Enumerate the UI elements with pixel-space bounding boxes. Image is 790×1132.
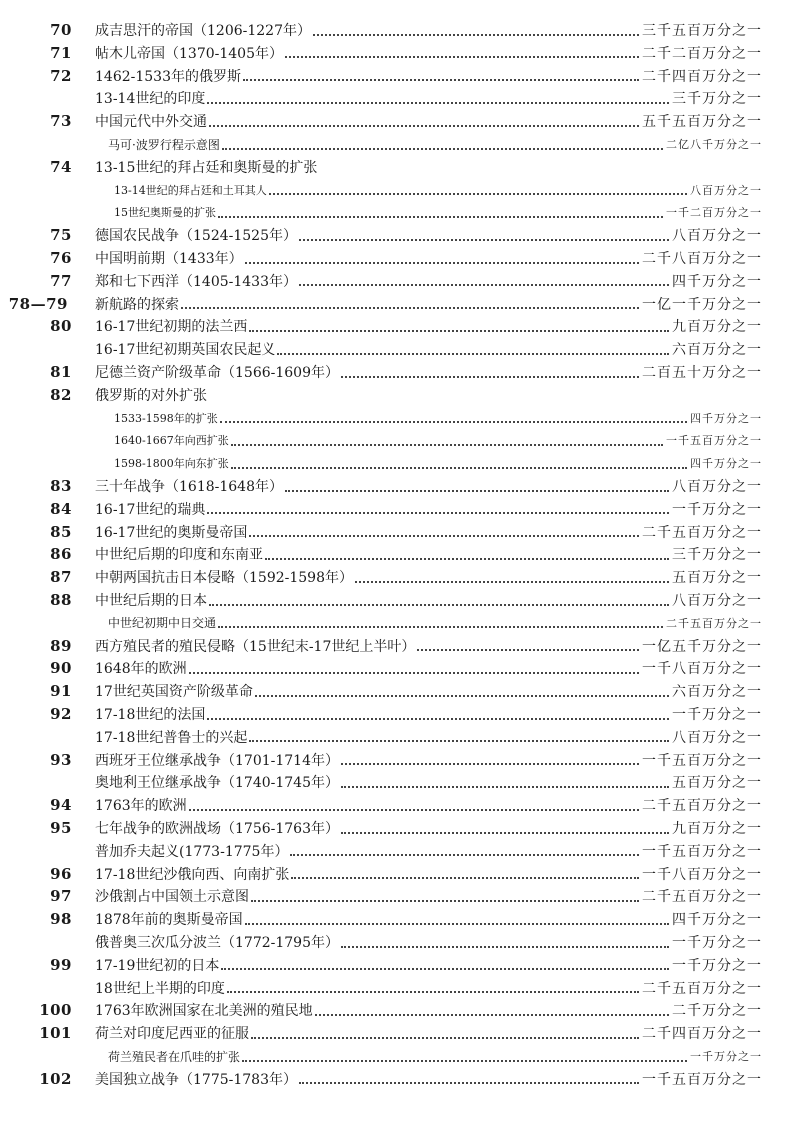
map-scale: 八百万分之一 (690, 183, 762, 197)
toc-entry (95, 658, 762, 678)
toc-entry (95, 932, 762, 952)
map-title: 俄普奥三次瓜分波兰（1772-1795年） (95, 935, 339, 951)
dot-leader (290, 853, 639, 856)
map-scale: 一千万分之一 (672, 957, 762, 974)
toc-entry (95, 385, 762, 405)
map-title: 16-17世纪的瑞典 (95, 501, 206, 518)
dot-leader (285, 55, 639, 58)
toc-row (0, 931, 790, 953)
map-scale: 二千五百万分之一 (642, 980, 762, 997)
toc-entry (95, 157, 762, 177)
dot-leader (249, 329, 669, 332)
toc-row (0, 612, 790, 634)
map-title: 中世纪初期中日交通 (108, 616, 217, 631)
dot-leader (341, 785, 669, 788)
map-title: 俄罗斯的对外扩张 (95, 387, 207, 404)
toc-row (0, 680, 790, 702)
toc-entry (95, 727, 762, 747)
map-title: 奥地利王位继承战争（1740-1745年） (95, 775, 339, 792)
map-title: 17世纪英国资产阶级革命 (95, 684, 253, 701)
map-title: 成吉思汗的帝国（1206-1227年） (95, 23, 311, 39)
toc-row (0, 589, 790, 611)
map-title: 17-18世纪的法国 (95, 707, 206, 723)
dot-leader (245, 261, 639, 264)
toc-entry (95, 750, 762, 770)
map-title: 17-18世纪沙俄向西、向南扩张 (95, 866, 290, 883)
toc-row (0, 247, 790, 269)
map-scale: 二千五百万分之一 (642, 524, 762, 541)
map-title: 16-17世纪初期英国农民起义 (95, 342, 276, 359)
toc-row (0, 657, 790, 679)
toc-row (0, 224, 790, 246)
dot-leader (207, 717, 669, 720)
dot-leader (313, 33, 639, 36)
map-title: 15世纪奥斯曼的扩张 (114, 206, 216, 220)
dot-leader (218, 215, 663, 218)
dot-leader (181, 306, 639, 309)
dot-leader (220, 420, 687, 423)
toc-entry (95, 225, 762, 245)
toc-entry (95, 795, 762, 815)
toc-row (0, 110, 790, 132)
map-title: 西方殖民者的殖民侵略（15世纪末-17世纪上半叶） (95, 638, 416, 655)
toc-row (0, 566, 790, 588)
toc-row (0, 270, 790, 292)
map-scale: 一千万分之一 (672, 501, 762, 518)
dot-leader (255, 694, 669, 697)
map-scale: 一千八百万分之一 (642, 866, 762, 883)
map-scale: 二千四百万分之一 (642, 1026, 762, 1043)
map-number: 98 (50, 910, 72, 929)
toc-row (0, 726, 790, 748)
dot-leader (222, 147, 663, 150)
map-title: 1533-1598年的扩张 (114, 411, 218, 425)
map-scale: 一千八百万分之一 (642, 661, 762, 678)
toc-entry (95, 111, 762, 131)
map-scale: 三千万分之一 (672, 547, 762, 564)
dot-leader (207, 511, 669, 514)
toc-entry (95, 1023, 762, 1043)
map-scale: 二千八百万分之一 (642, 251, 762, 267)
toc-row (0, 338, 790, 360)
toc-row (0, 840, 790, 862)
toc-row (0, 407, 790, 429)
toc-row (0, 87, 790, 109)
map-number: 102 (39, 1069, 72, 1088)
map-title: 七年战争的欧洲战场（1756-1763年） (95, 821, 339, 837)
toc-row (0, 908, 790, 930)
map-title: 中世纪后期的印度和东南亚 (95, 547, 263, 564)
toc-entry (114, 432, 762, 448)
map-scale: 四千万分之一 (672, 912, 762, 929)
map-number: 88 (50, 591, 72, 609)
toc-entry (95, 818, 762, 838)
map-title: 1462-1533年的俄罗斯 (95, 68, 241, 85)
toc-row (0, 703, 790, 725)
map-title: 17-19世纪初的日本 (95, 957, 220, 974)
toc-row (0, 452, 790, 474)
map-number: 81 (50, 363, 72, 381)
map-number: 93 (50, 750, 72, 769)
toc-row (0, 19, 790, 41)
map-number: 73 (50, 112, 72, 131)
map-title: 1598-1800年向东扩张 (114, 457, 229, 471)
toc-entry (95, 978, 762, 998)
dot-leader (231, 466, 687, 469)
map-number: 75 (50, 226, 72, 245)
dot-leader (355, 580, 669, 583)
toc-row (0, 521, 790, 543)
map-title: 中朝两国抗击日本侵略（1592-1598年） (95, 570, 353, 587)
map-scale: 二千四百万分之一 (642, 68, 762, 85)
map-scale: 一千万分之一 (672, 935, 762, 951)
map-number: 80 (50, 317, 72, 336)
toc-row (0, 771, 790, 793)
map-number: 94 (50, 796, 72, 815)
map-scale: 四千万分之一 (690, 411, 762, 425)
map-title: 马可·波罗行程示意图 (108, 137, 220, 152)
dot-leader (285, 489, 669, 492)
toc-entry (95, 476, 762, 496)
toc-entry (95, 590, 762, 610)
toc-entry (114, 182, 762, 198)
map-scale: 一千五百万分之一 (642, 843, 762, 860)
toc-entry (95, 909, 762, 929)
map-scale: 八百万分之一 (672, 228, 762, 245)
toc-row (0, 954, 790, 976)
map-number: 89 (50, 636, 72, 655)
dot-leader (315, 1013, 669, 1016)
map-title: 16-17世纪的奥斯曼帝国 (95, 524, 248, 541)
map-number: 96 (50, 864, 72, 883)
toc-entry (95, 362, 762, 382)
toc-entry (95, 1000, 762, 1020)
dot-leader (218, 625, 663, 628)
dot-leader (221, 967, 669, 970)
toc-row (0, 863, 790, 885)
dot-leader (243, 78, 639, 81)
dot-leader (269, 192, 687, 195)
map-scale: 九百万分之一 (672, 319, 762, 336)
toc-row (0, 179, 790, 201)
map-title: 德国农民战争（1524-1525年） (95, 228, 297, 245)
map-title: 13-14世纪的拜占廷和土耳其人 (114, 183, 267, 197)
map-scale: 六百万分之一 (672, 684, 762, 701)
map-title: 17-18世纪普鲁士的兴起 (95, 729, 248, 746)
toc-entry (95, 704, 762, 724)
map-number: 84 (50, 499, 72, 518)
dot-leader (299, 283, 669, 286)
map-number: 83 (50, 477, 72, 495)
map-number: 100 (39, 1001, 72, 1020)
toc-entry (95, 841, 762, 861)
map-number: 101 (39, 1024, 72, 1043)
dot-leader (189, 671, 639, 674)
map-title: 1878年前的奥斯曼帝国 (95, 912, 243, 929)
toc-row (0, 817, 790, 839)
map-title: 西班牙王位继承战争（1701-1714年） (95, 752, 339, 769)
map-scale: 一千二百万分之一 (666, 206, 762, 220)
toc-entry (114, 455, 762, 471)
map-title: 13-15世纪的拜占廷和奥斯曼的扩张 (95, 159, 318, 176)
map-number: 87 (50, 568, 72, 587)
map-number: 90 (50, 659, 72, 678)
toc-entry (108, 1048, 762, 1065)
toc-entry (95, 567, 762, 587)
toc-row (0, 635, 790, 657)
map-title: 美国独立战争（1775-1783年） (95, 1071, 297, 1088)
dot-leader (417, 648, 639, 651)
map-title: 中国明前期（1433年） (95, 251, 243, 267)
toc-row (0, 1068, 790, 1090)
map-title: 沙俄割占中国领土示意图 (95, 889, 249, 906)
toc-entry (95, 294, 762, 314)
toc-entry (95, 886, 762, 906)
toc-entry (114, 204, 762, 220)
toc-row (0, 429, 790, 451)
dot-leader (207, 101, 669, 104)
map-title: 中世纪后期的日本 (95, 593, 207, 609)
toc-row (0, 315, 790, 337)
map-scale: 一千万分之一 (672, 707, 762, 723)
dot-leader (249, 739, 669, 742)
map-scale: 二亿八千万分之一 (666, 138, 762, 151)
map-scale: 四千万分之一 (690, 457, 762, 471)
map-title: 三十年战争（1618-1648年） (95, 479, 283, 495)
map-title: 18世纪上半期的印度 (95, 980, 225, 997)
map-title: 荷兰殖民者在爪哇的扩张 (108, 1049, 241, 1064)
map-scale: 三千万分之一 (672, 91, 762, 108)
map-title: 中国元代中外交通 (95, 114, 207, 131)
toc-entry (95, 43, 762, 63)
dot-leader (245, 922, 669, 925)
map-scale: 八百万分之一 (672, 593, 762, 609)
toc-entry (95, 248, 762, 268)
toc-entry (114, 410, 762, 426)
toc-row (0, 794, 790, 816)
map-number: 99 (50, 955, 72, 974)
map-scale: 一亿五千万分之一 (642, 638, 762, 655)
toc-entry (95, 522, 762, 542)
toc-entry (95, 316, 762, 336)
map-scale: 一千五百万分之一 (642, 1071, 762, 1088)
map-scale: 二千五百万分之一 (642, 798, 762, 815)
dot-leader (277, 352, 669, 355)
map-number: 70 (50, 21, 72, 39)
toc-row (0, 977, 790, 999)
map-scale: 四千万分之一 (672, 273, 762, 290)
toc-entry (95, 88, 762, 108)
toc-entry (95, 66, 762, 86)
toc-row (0, 749, 790, 771)
toc-entry (108, 614, 762, 631)
map-title: 1640-1667年向西扩张 (114, 434, 229, 448)
map-number: 74 (50, 157, 72, 176)
map-number: 86 (50, 545, 72, 564)
toc-row (0, 156, 790, 178)
map-number: 78—79 (8, 294, 68, 313)
map-scale: 六百万分之一 (672, 342, 762, 359)
map-title: 尼德兰资产阶级革命（1566-1609年） (95, 365, 339, 381)
toc-row (0, 65, 790, 87)
toc-entry (95, 955, 762, 975)
toc-row (0, 42, 790, 64)
map-number: 82 (50, 385, 72, 404)
map-number: 77 (50, 271, 72, 290)
map-title: 1763年的欧洲 (95, 798, 187, 815)
toc-entry (95, 339, 762, 359)
dot-leader (209, 603, 669, 606)
dot-leader (227, 990, 639, 993)
dot-leader (291, 876, 639, 879)
map-scale: 八百万分之一 (672, 479, 762, 495)
map-scale: 一千五百万分之一 (666, 434, 762, 448)
map-scale: 五千五百万分之一 (642, 114, 762, 131)
dot-leader (249, 534, 639, 537)
map-title: 郑和七下西洋（1405-1433年） (95, 273, 297, 290)
toc-entry (95, 1069, 762, 1089)
dot-leader (209, 124, 639, 127)
map-number: 92 (50, 705, 72, 723)
toc-row (0, 498, 790, 520)
toc-row (0, 999, 790, 1021)
map-scale: 五百万分之一 (672, 775, 762, 792)
map-scale: 二千万分之一 (672, 1003, 762, 1020)
map-scale: 九百万分之一 (672, 821, 762, 837)
dot-leader (251, 899, 639, 902)
dot-leader (299, 1081, 639, 1084)
map-number: 85 (50, 522, 72, 541)
dot-leader (265, 557, 669, 560)
dot-leader (242, 1059, 687, 1062)
map-number: 71 (50, 43, 72, 62)
toc-entry (95, 681, 762, 701)
toc-row (0, 133, 790, 155)
dot-leader (299, 238, 669, 241)
map-scale: 二千五百万分之一 (666, 616, 762, 630)
map-scale: 三千五百万分之一 (642, 23, 762, 39)
toc-row (0, 543, 790, 565)
dot-leader (231, 443, 663, 446)
toc-entry (95, 544, 762, 564)
map-scale: 二千二百万分之一 (642, 45, 762, 62)
map-title: 1648年的欧洲 (95, 661, 187, 678)
toc-row (0, 475, 790, 497)
toc-row (0, 384, 790, 406)
dot-leader (341, 945, 669, 948)
map-number: 95 (50, 819, 72, 837)
map-number: 76 (50, 249, 72, 267)
map-number: 72 (50, 66, 72, 85)
map-title: 帖木儿帝国（1370-1405年） (95, 45, 283, 62)
toc-entry (95, 864, 762, 884)
dot-leader (341, 762, 639, 765)
toc-entry (95, 636, 762, 656)
map-title: 13-14世纪的印度 (95, 91, 206, 108)
dot-leader (341, 375, 639, 378)
map-title: 1763年欧洲国家在北美洲的殖民地 (95, 1003, 313, 1020)
map-title: 新航路的探索 (95, 296, 179, 313)
map-scale: 二千五百万分之一 (642, 889, 762, 906)
map-title: 普加乔夫起义(1773-1775年） (95, 843, 289, 860)
map-title: 荷兰对印度尼西亚的征服 (95, 1026, 249, 1043)
toc-row (0, 201, 790, 223)
toc-row (0, 1045, 790, 1067)
map-scale: 五百万分之一 (672, 570, 762, 587)
map-number: 91 (50, 682, 72, 701)
map-title: 16-17世纪初期的法兰西 (95, 319, 248, 336)
dot-leader (341, 831, 669, 834)
dot-leader (251, 1036, 639, 1039)
map-number: 97 (50, 887, 72, 906)
toc-entry (95, 499, 762, 519)
toc-entry (95, 271, 762, 291)
toc-entry (108, 136, 762, 153)
toc-row (0, 885, 790, 907)
map-scale: 二百五十万分之一 (642, 365, 762, 381)
toc-entry (95, 772, 762, 792)
toc-row (0, 361, 790, 383)
map-scale: 八百万分之一 (672, 729, 762, 746)
toc-row (0, 1022, 790, 1044)
map-scale: 一千五百万分之一 (642, 752, 762, 769)
map-scale: 一亿一千万分之一 (642, 296, 762, 313)
map-scale: 一千万分之一 (690, 1050, 762, 1063)
toc-entry (95, 20, 762, 40)
dot-leader (189, 808, 639, 811)
toc-row (0, 293, 790, 315)
